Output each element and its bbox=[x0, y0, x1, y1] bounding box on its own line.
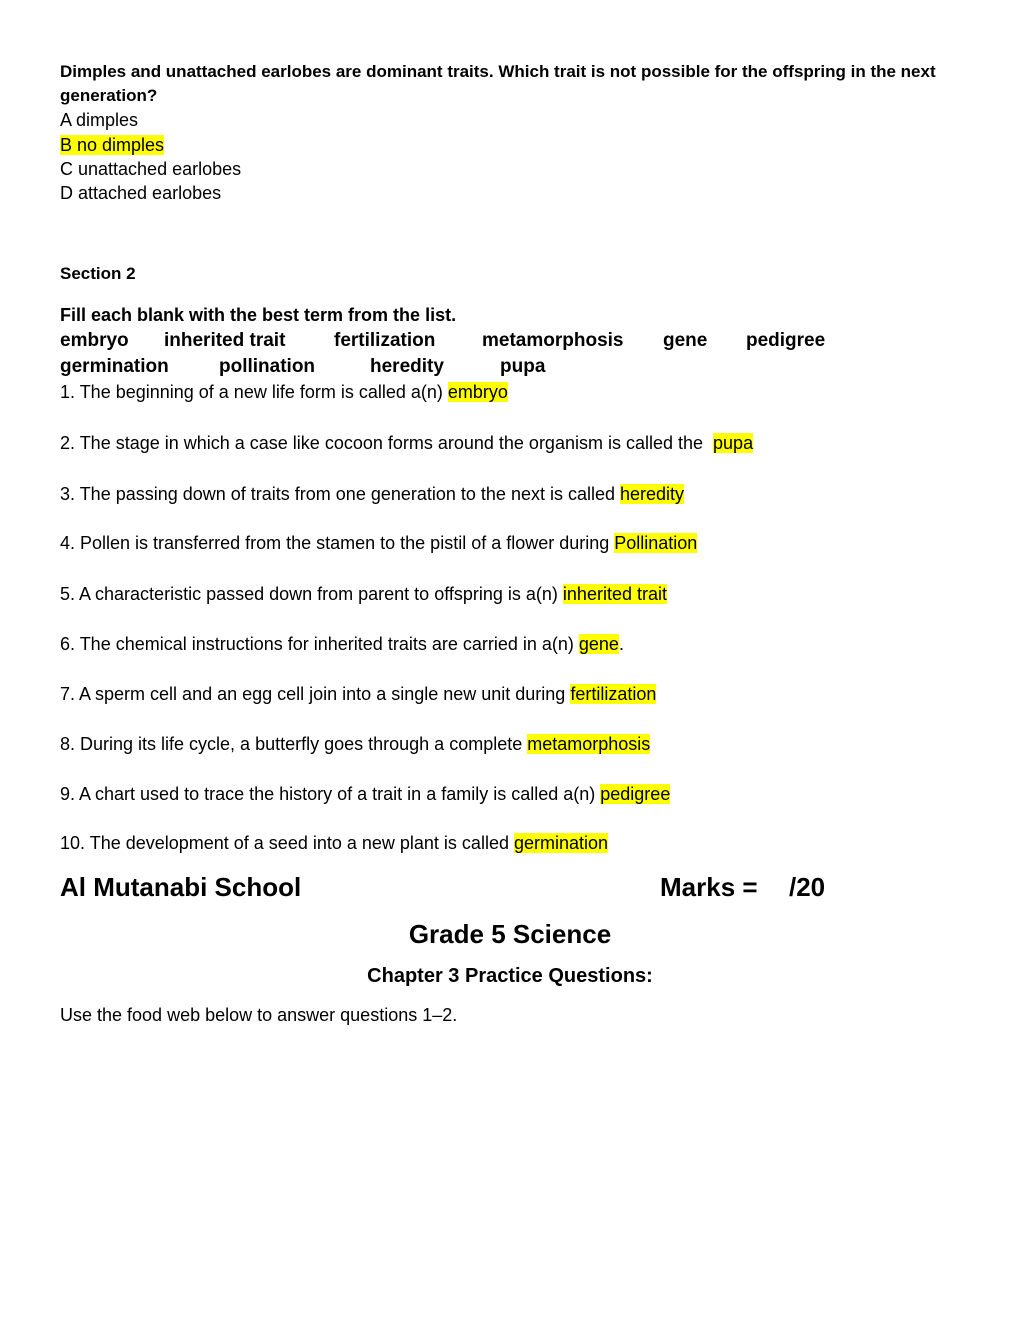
fill-suffix: . bbox=[618, 634, 624, 654]
food-web-instruction: Use the food web below to answer questions 1–2. bbox=[60, 1005, 458, 1025]
word-bank-row-1 bbox=[60, 328, 960, 354]
fill-prompt: 4. Pollen is transferred from the stamen to the pistil of a flower during bbox=[60, 533, 615, 553]
marks-total: /20 bbox=[789, 872, 826, 902]
fill-prompt: 5. A characteristic passed down from parent to offspring is a(n) bbox=[60, 584, 563, 604]
fill-prompt: 3. The passing down of traits from one generation to the next is called bbox=[60, 484, 620, 504]
fill-prompt: 8. During its life cycle, a butterfly goes through a complete bbox=[60, 734, 528, 754]
fill-prompt: 10. The development of a seed into a new plant is called bbox=[60, 833, 514, 853]
word-bank-term: pedigree bbox=[746, 330, 826, 351]
marks-label: Marks = bbox=[660, 872, 758, 902]
fill-prompt: 9. A chart used to trace the history of a trait in a family is called a(n) bbox=[60, 784, 601, 804]
option-c bbox=[60, 157, 241, 181]
chapter-title: Chapter 3 Practice Questions: bbox=[367, 965, 653, 987]
fill-item-10 bbox=[60, 831, 608, 855]
fill-prompt: 6. The chemical instructions for inherited traits are carried in a(n) bbox=[60, 634, 579, 654]
word-bank-term: fertilization bbox=[334, 330, 436, 351]
word-bank-term: pollination bbox=[219, 356, 316, 377]
school-name: Al Mutanabi School bbox=[60, 872, 302, 902]
word-bank-term: germination bbox=[60, 356, 169, 377]
section-instruction: Fill each blank with the best term from the list. bbox=[60, 305, 457, 325]
word-bank-term: gene bbox=[663, 330, 708, 351]
fill-answer: Pollination bbox=[614, 533, 698, 553]
fill-prompt: 1. The beginning of a new life form is called a(n) bbox=[60, 382, 448, 402]
option-b bbox=[60, 133, 164, 157]
option-text: B no dimples bbox=[60, 135, 165, 155]
word-bank-term: inherited trait bbox=[164, 330, 286, 351]
fill-answer: metamorphosis bbox=[527, 734, 651, 754]
fill-item-1 bbox=[60, 380, 508, 404]
question-stem: Dimples and unattached earlobes are dominant traits. Which trait is not possible for the offspring in the next generation? bbox=[60, 62, 936, 105]
fill-answer: fertilization bbox=[570, 684, 657, 704]
fill-item-8 bbox=[60, 732, 650, 756]
fill-item-3 bbox=[60, 482, 684, 506]
option-text: C unattached earlobes bbox=[60, 159, 242, 179]
word-bank-term: heredity bbox=[370, 356, 444, 377]
option-a bbox=[60, 108, 138, 132]
word-bank-term: pupa bbox=[500, 356, 546, 377]
word-bank-term: metamorphosis bbox=[482, 330, 624, 351]
option-text: D attached earlobes bbox=[60, 183, 222, 203]
fill-prompt: 2. The stage in which a case like cocoon forms around the organism is called the bbox=[60, 433, 714, 453]
fill-item-5 bbox=[60, 582, 667, 606]
grade-title: Grade 5 Science bbox=[408, 919, 612, 949]
fill-item-2 bbox=[60, 431, 753, 455]
fill-answer: inherited trait bbox=[562, 584, 667, 604]
fill-answer: pedigree bbox=[600, 784, 671, 804]
fill-item-9 bbox=[60, 782, 670, 806]
option-d bbox=[60, 181, 221, 205]
fill-item-6 bbox=[60, 632, 624, 656]
section-title: Section 2 bbox=[60, 264, 136, 283]
fill-answer: gene bbox=[578, 634, 619, 654]
word-bank-row-2 bbox=[60, 354, 960, 380]
fill-item-4 bbox=[60, 531, 697, 555]
fill-answer: embryo bbox=[447, 382, 508, 402]
fill-item-7 bbox=[60, 682, 656, 706]
option-text: A dimples bbox=[60, 110, 139, 130]
fill-prompt: 7. A sperm cell and an egg cell join into a single new unit during bbox=[60, 684, 571, 704]
fill-answer: heredity bbox=[620, 484, 685, 504]
fill-answer: germination bbox=[513, 833, 609, 853]
word-bank-term: embryo bbox=[60, 330, 129, 351]
fill-answer: pupa bbox=[713, 433, 754, 453]
